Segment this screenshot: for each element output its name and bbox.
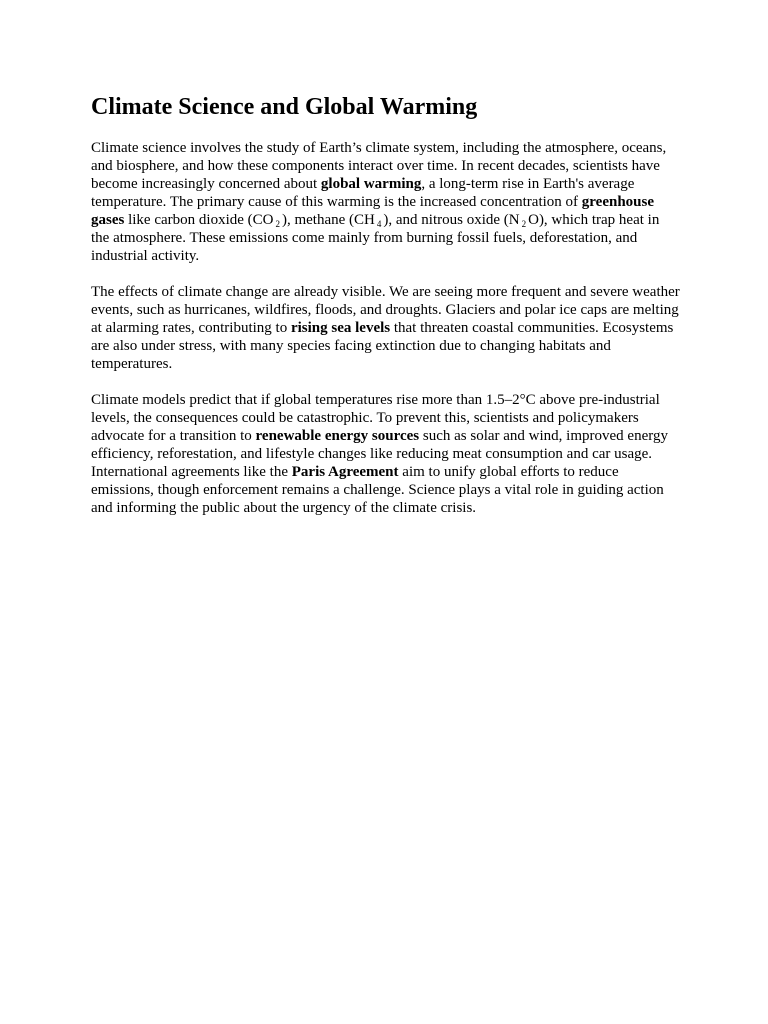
paragraph-3-text-2: such as solar and wind, improved energy efficiency, reforestation, and lifestyle changes like reducing meat consumption and car usage. International agreements like the (91, 428, 668, 480)
subscript-co2: 2 (275, 219, 280, 229)
document-page (91, 93, 681, 535)
subscript-n2o: 2 (521, 219, 527, 229)
term-greenhouse-gases: greenhouse gases (91, 194, 655, 228)
paragraph-3-text-1: Climate models predict that if global temperatures rise more than 1.5–2°C above pre-industrial levels, the consequences could be catastrophic. To prevent this, scientists and policymakers advocate for a transition to (91, 392, 660, 444)
paragraph-1-text-5: ), and nitrous oxide (N (383, 212, 520, 228)
paragraph-2-text-2: that threaten coastal communities. Ecosystems are also under stress, with many species facing extinction due to changing habitats and temperatures. (91, 320, 674, 372)
term-renewable-energy-sources: renewable energy sources (255, 428, 420, 444)
paragraph-3-text-3: aim to unify global efforts to reduce emissions, though enforcement remains a challenge. Science plays a vital role in guiding action and informing the public about the urgency of the climate crisis. (91, 464, 664, 516)
term-rising-sea-levels: rising sea levels (290, 320, 391, 336)
document-title: Climate Science and Global Warming (91, 94, 478, 120)
term-paris-agreement: Paris Agreement (291, 464, 399, 480)
paragraph-1-text-2: , a long-term rise in Earth's average temperature. The primary cause of this warming is the increased concentration of (91, 176, 635, 210)
paragraph-3 (91, 391, 681, 517)
paragraph-1-text-6: O), which trap heat in the atmosphere. These emissions come mainly from burning fossil fuels, deforestation, and industrial activity. (91, 212, 660, 264)
paragraph-1-text-4: ), methane (CH (281, 212, 375, 228)
paragraph-2 (91, 283, 681, 373)
subscript-ch4: 4 (376, 219, 382, 229)
paragraph-1 (91, 139, 681, 265)
paragraph-1-text-1: Climate science involves the study of Earth’s climate system, including the atmosphere, oceans, and biosphere, and how these components interact over time. In recent decades, scientists have become increasingly concerned about (91, 140, 667, 192)
term-global-warming: global warming (320, 176, 422, 192)
paragraph-2-text-1: The effects of climate change are already visible. We are seeing more frequent and severe weather events, such as hurricanes, wildfires, floods, and droughts. Glaciers and polar ice caps are melting at alarming rates, contributing to (91, 284, 680, 336)
paragraph-1-text-3: like carbon dioxide (CO (124, 212, 274, 228)
